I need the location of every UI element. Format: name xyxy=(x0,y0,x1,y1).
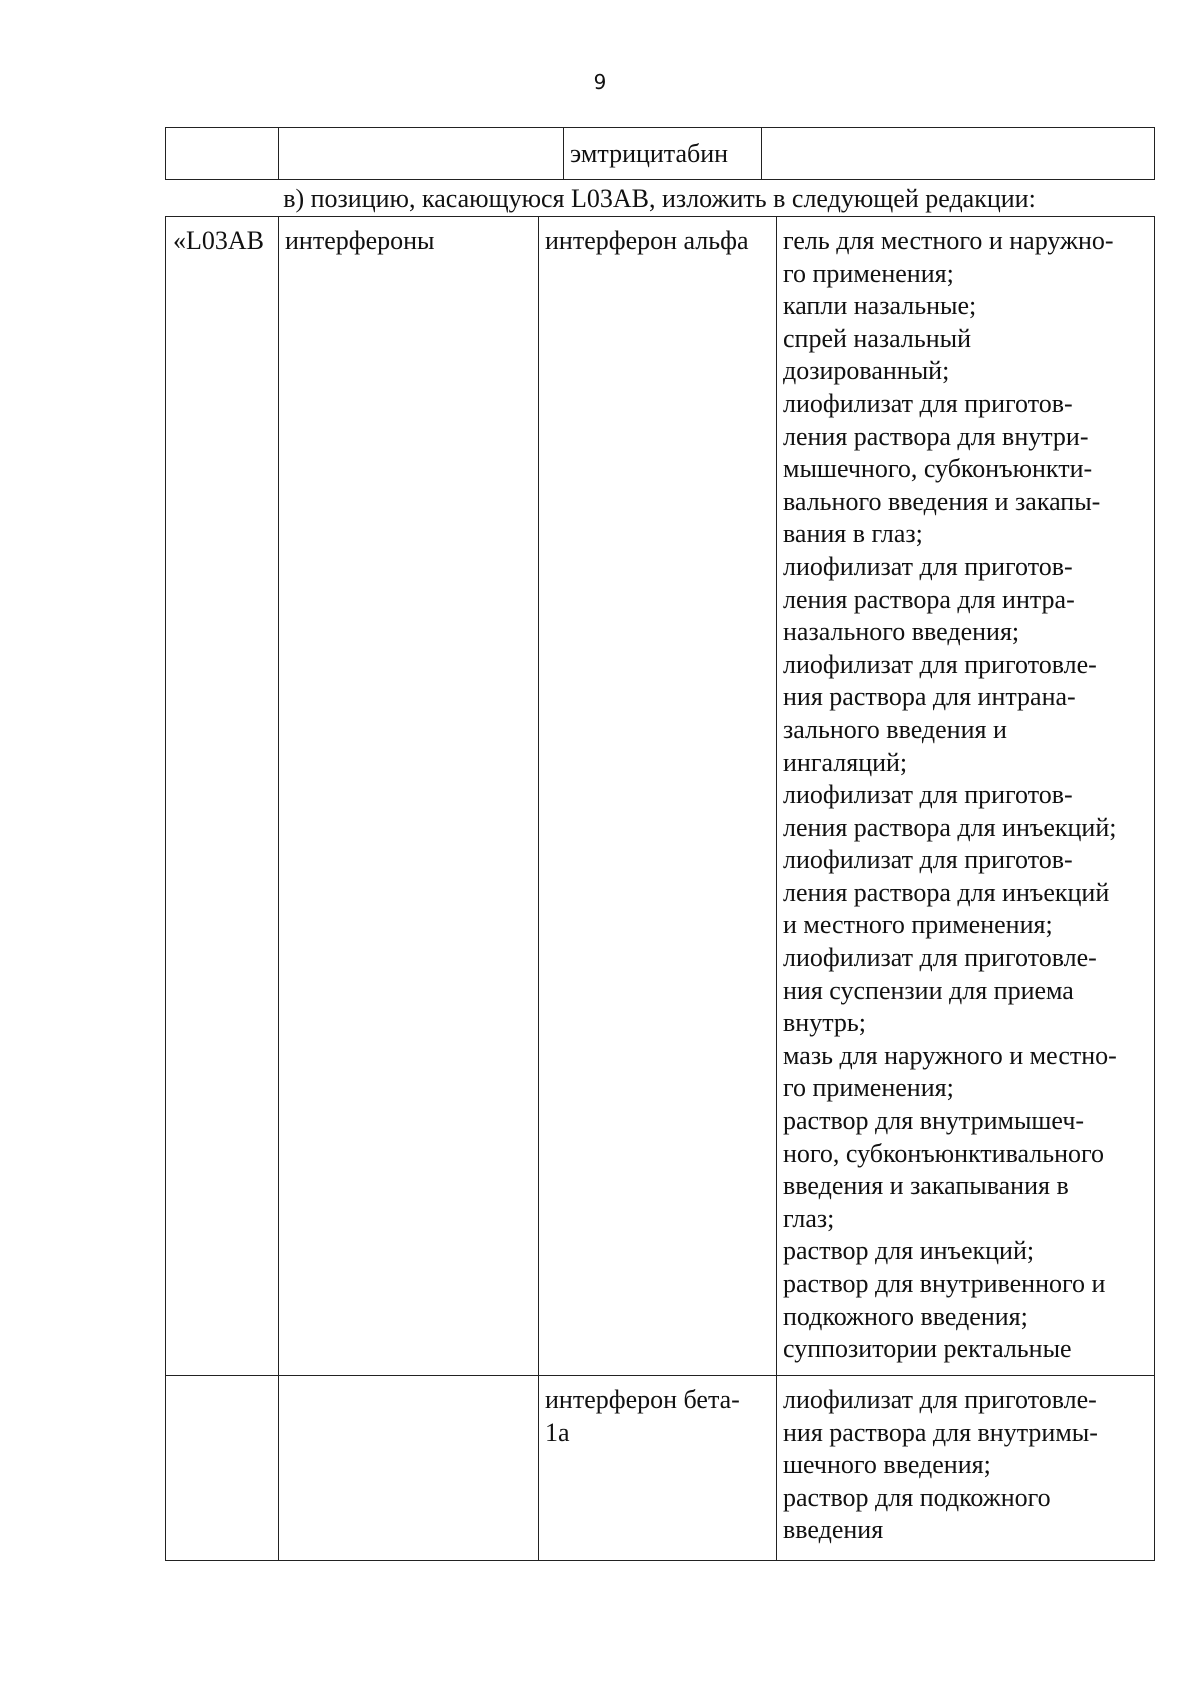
substance-cell: эмтрицитабин xyxy=(564,128,762,180)
dosage-forms-cell xyxy=(777,1376,1155,1561)
dosage-form-line: мазь для наружного и местно- xyxy=(783,1040,1117,1070)
page-number: 9 xyxy=(593,70,607,94)
dosage-form-line: лиофилизат для приготов- xyxy=(783,845,1073,875)
dosage-form-line: вального введения и закапы- xyxy=(783,486,1101,516)
group-cell xyxy=(279,1376,539,1561)
substance-line: интерферон бета- xyxy=(545,1385,740,1414)
dosage-form-line: введения и закапывания в xyxy=(783,1171,1069,1201)
dosage-form-line: лиофилизат для приготов- xyxy=(783,780,1073,810)
dosage-form-line: шечного введения; xyxy=(783,1450,991,1480)
dosage-form-line: назального введения; xyxy=(783,617,1020,647)
dosage-form-line: лиофилизат для приготовле- xyxy=(783,649,1097,679)
dosage-form-line: раствор для инъекций; xyxy=(783,1236,1035,1266)
dosage-forms-cell xyxy=(777,217,1155,1376)
substance-cell: интерферон альфа xyxy=(539,217,777,1376)
dosage-form-line: и местного применения; xyxy=(783,910,1053,940)
dosage-form-line: ления раствора для инъекций xyxy=(783,877,1110,907)
dosage-form-line: внутрь; xyxy=(783,1008,866,1038)
dosage-form-line: мышечного, субконъюнкти- xyxy=(783,454,1093,484)
substance-line: 1a xyxy=(545,1417,570,1447)
dosage-form-line: капли назальные; xyxy=(783,291,977,321)
dosage-form-line: ления раствора для инъекций; xyxy=(783,812,1117,842)
code-cell xyxy=(166,128,279,180)
dosage-form-line: лиофилизат для приготов- xyxy=(783,388,1073,418)
group-cell xyxy=(279,128,564,180)
table-row xyxy=(166,128,1155,180)
dosage-form-line: лиофилизат для приготовле- xyxy=(783,1385,1097,1414)
dosage-form-line: раствор для внутривенного и xyxy=(783,1269,1106,1298)
dosage-form-line: го применения; xyxy=(783,258,954,288)
continuation-table xyxy=(165,127,1155,180)
dosage-form-line: зального введения и xyxy=(783,714,1007,744)
table-row xyxy=(166,1376,1155,1561)
group-cell: интерфероны xyxy=(279,217,539,1376)
dosage-form-line: ингаляций; xyxy=(783,747,908,777)
dosage-form-line: раствор для внутримышеч- xyxy=(783,1106,1085,1136)
dosage-form-line: гель для местного и наружно- xyxy=(783,226,1114,255)
dosage-form-line: раствор для подкожного xyxy=(783,1482,1051,1512)
dosage-form-line: ния суспензии для приема xyxy=(783,975,1074,1005)
code-cell: «L03AB xyxy=(166,217,279,1376)
substance-cell xyxy=(539,1376,777,1561)
forms-cell xyxy=(762,128,1155,180)
medication-table xyxy=(165,216,1155,1561)
dosage-form-line: вания в глаз; xyxy=(783,519,923,549)
dosage-form-line: ного, субконъюнктивального xyxy=(783,1138,1105,1168)
table-row xyxy=(166,217,1155,1376)
dosage-form-line: подкожного введения; xyxy=(783,1301,1028,1331)
dosage-form-line: лиофилизат для приготов- xyxy=(783,551,1073,581)
code-cell xyxy=(166,1376,279,1561)
dosage-form-line: ления раствора для интра- xyxy=(783,584,1075,614)
dosage-form-line: ния раствора для интрана- xyxy=(783,682,1076,712)
dosage-form-line: ления раствора для внутри- xyxy=(783,421,1089,451)
dosage-form-line: дозированный; xyxy=(783,356,950,386)
dosage-form-line: ния раствора для внутримы- xyxy=(783,1417,1098,1447)
dosage-form-line: лиофилизат для приготовле- xyxy=(783,943,1097,973)
dosage-form-line: суппозитории ректальные xyxy=(783,1334,1072,1364)
dosage-form-line: спрей назальный xyxy=(783,323,972,353)
dosage-form-line: го применения; xyxy=(783,1073,954,1103)
dosage-form-line: введения xyxy=(783,1515,884,1545)
amendment-instruction: в) позицию, касающуюся L03AB, изложить в следующей редакции: xyxy=(283,184,1036,213)
dosage-form-line: глаз; xyxy=(783,1203,835,1233)
